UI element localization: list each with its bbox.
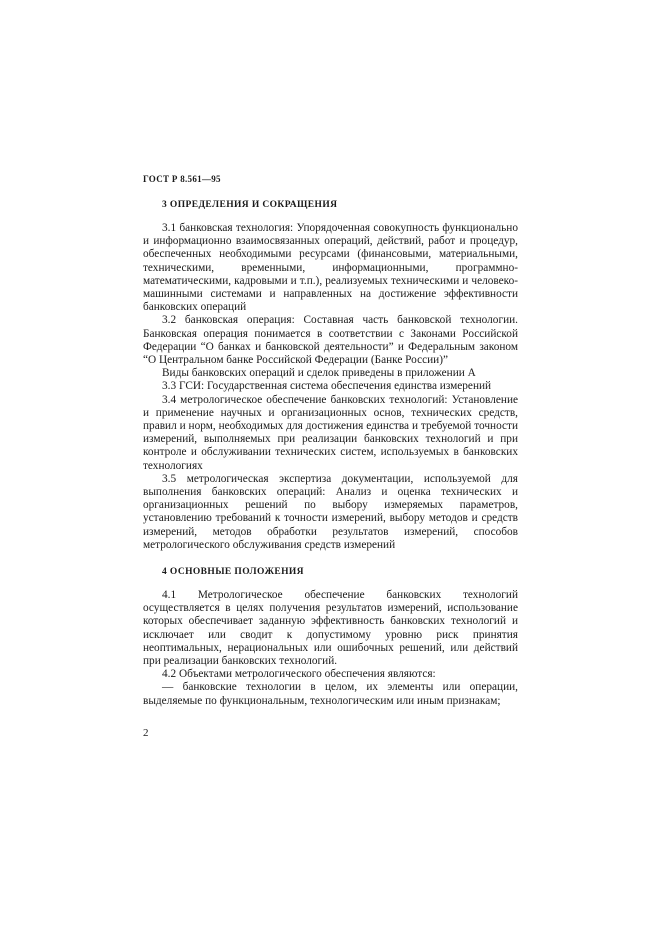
page-number: 2	[143, 727, 149, 739]
section-4-heading: 4 ОСНОВНЫЕ ПОЛОЖЕНИЯ	[162, 567, 304, 577]
section-3-body	[143, 222, 518, 552]
section-4-body	[143, 589, 518, 708]
note-operations-types: Виды банковских операций и сделок приведены в приложении А	[162, 367, 476, 380]
section-3-heading: 3 ОПРЕДЕЛЕНИЯ И СОКРАЩЕНИЯ	[162, 200, 338, 210]
document-header: ГОСТ Р 8.561—95	[143, 174, 221, 184]
list-item-banking-technologies: — банковские технологии в целом, их элементы или операции, выделяемые по функциональным, технологическим или иным признакам;	[143, 681, 518, 707]
definition-3-1: 3.1 банковская технология: Упорядоченная совокупность функционально и информационно взаимосвязанных операций, действий, работ и процедур, обеспеченных необходимыми ресурсами (финансовыми, материальными, техническими, временными, информационными, программно-математическими, кадровыми и т.п.), реализуемых техническими и человеко-машинными системами и направленных на достижение эффективности банковских операций	[143, 222, 518, 314]
paragraph-4-2: 4.2 Объектами метрологического обеспечения являются:	[162, 668, 436, 681]
paragraph-4-1: 4.1 Метрологическое обеспечение банковских технологий осуществляется в целях получения результатов измерений, использование которых обеспечивает заданную эффективность банковских технологий и исключает или сводит к допустимому уровню риск принятия неоптимальных, нерациональных или ошибочных решений, или действий при реализации банковских технологий.	[143, 589, 518, 668]
definition-3-5: 3.5 метрологическая экспертиза документации, используемой для выполнения банковских операций: Анализ и оценка технических и организационных решений по выбору измеряемых параметров, установлению требований к точности измерений, выбору методов и средств измерений, методов обработки результатов измерений, способов метрологического обслуживания средств измерений	[143, 472, 518, 551]
definition-3-3: 3.3 ГСИ: Государственная система обеспечения единства измерений	[162, 380, 492, 393]
definition-3-2: 3.2 банковская операция: Составная часть банковской технологии. Банковская операция понимается в соответствии с Законами Российской Федерации “О банках и банковской деятельности” и Федеральным законом “О Центральном банке Российской Федерации (Банке России)”	[143, 314, 518, 367]
definition-3-4: 3.4 метрологическое обеспечение банковских технологий: Установление и применение научных и организационных основ, технических средств, правил и норм, необходимых для достижения единства и требуемой точности измерений, выполняемых при реализации банковских технологий и при контроле и обслуживании технических систем, используемых в банковских технологиях	[143, 393, 518, 472]
